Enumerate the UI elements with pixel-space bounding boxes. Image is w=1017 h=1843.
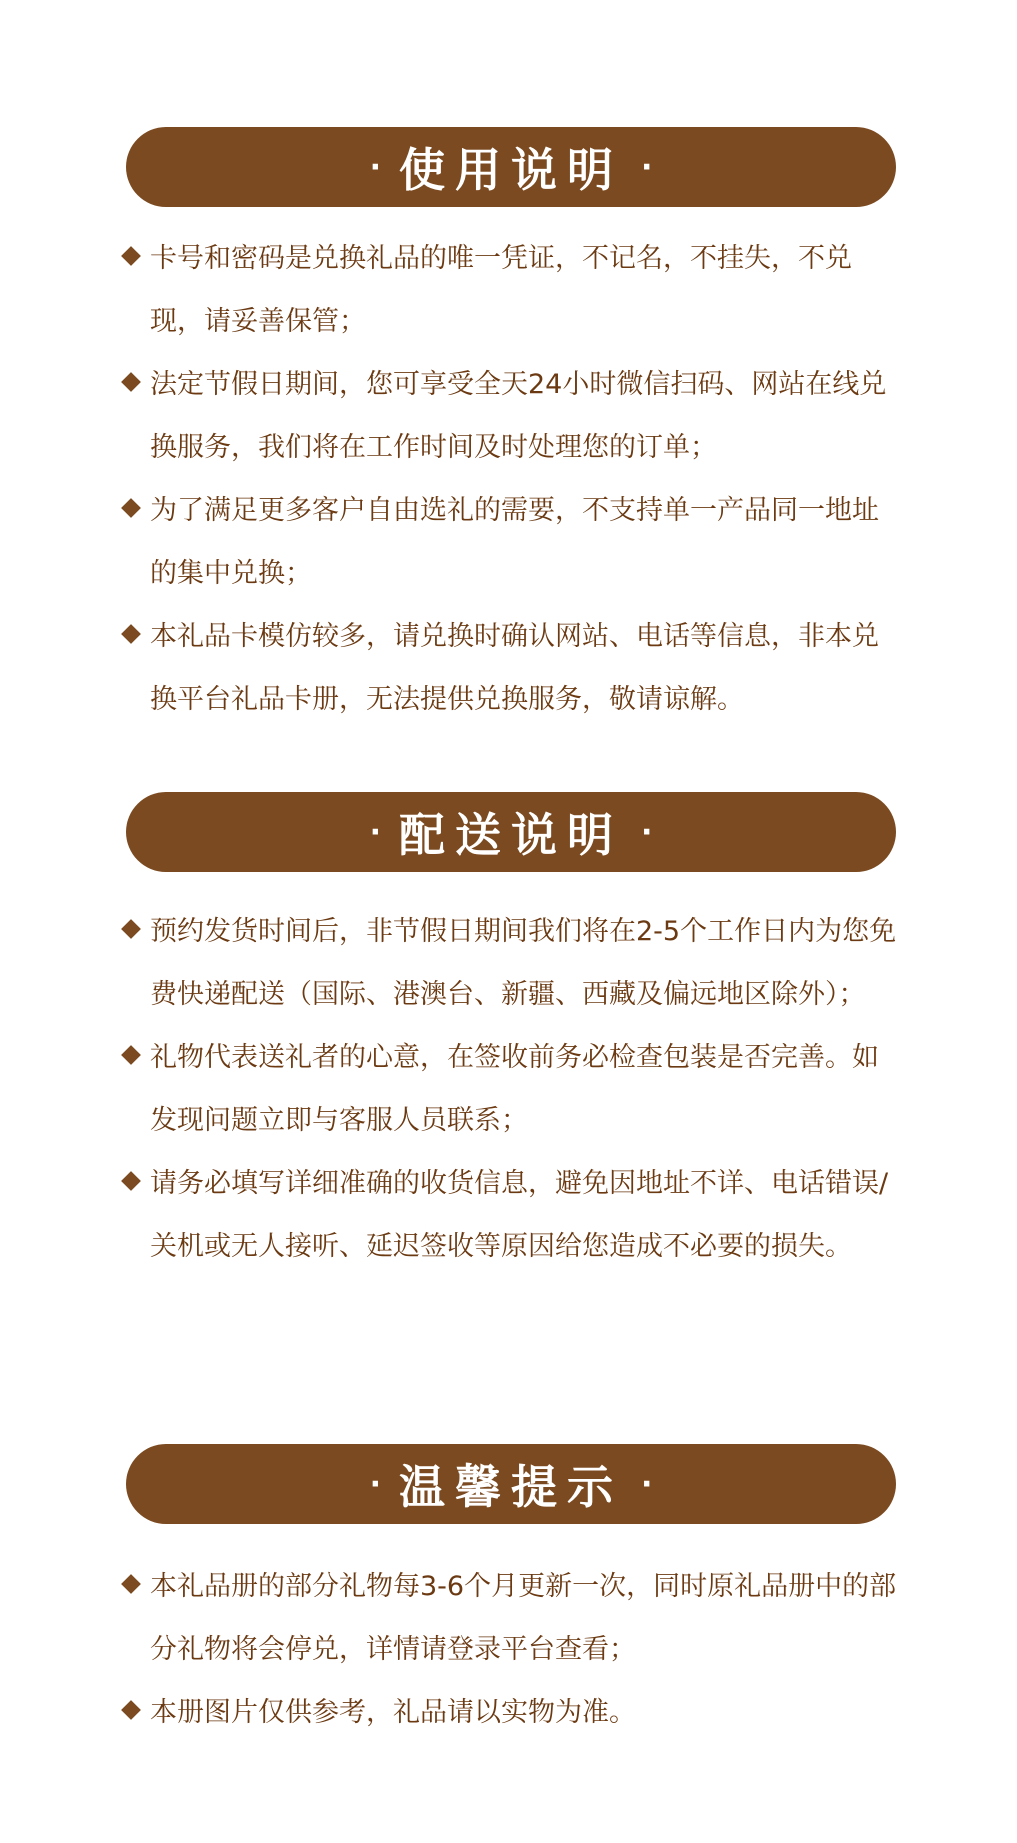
diamond-bullet-icon xyxy=(121,498,141,518)
usage-list xyxy=(124,227,904,731)
tips-list xyxy=(124,1555,904,1744)
diamond-bullet-icon xyxy=(121,1574,141,1594)
diamond-bullet-icon xyxy=(121,624,141,644)
delivery-list xyxy=(124,900,904,1278)
separator-dot: · xyxy=(369,149,381,185)
list-item xyxy=(124,1681,904,1744)
item-text: 礼物代表送礼者的心意，在签收前务必检查包装是否完善。如发现问题立即与客服人员联系； xyxy=(150,1042,879,1136)
section-header-tips xyxy=(126,1444,896,1524)
item-text: 卡号和密码是兑换礼品的唯一凭证，不记名，不挂失，不兑现，请妥善保管； xyxy=(150,243,852,337)
section-title-tips: 温馨提示 xyxy=(399,1460,623,1514)
diamond-bullet-icon xyxy=(121,1045,141,1065)
list-item xyxy=(124,1026,904,1152)
section-title-delivery: 配送说明 xyxy=(399,808,623,862)
item-text: 预约发货时间后，非节假日期间我们将在2-5个工作日内为您免费快递配送（国际、港澳台、新疆、西藏及偏远地区除外）； xyxy=(150,916,897,1010)
section-title-usage: 使用说明 xyxy=(399,143,623,197)
item-text: 本礼品册的部分礼物每3-6个月更新一次，同时原礼品册中的部分礼物将会停兑，详情请登录平台查看； xyxy=(150,1571,897,1665)
diamond-bullet-icon xyxy=(121,1700,141,1720)
list-item xyxy=(124,227,904,353)
item-text: 本礼品卡模仿较多，请兑换时确认网站、电话等信息，非本兑换平台礼品卡册，无法提供兑换服务，敬请谅解。 xyxy=(150,621,879,715)
list-item xyxy=(124,1152,904,1278)
list-item xyxy=(124,353,904,479)
item-text: 法定节假日期间，您可享受全天24小时微信扫码、网站在线兑换服务，我们将在工作时间及时处理您的订单； xyxy=(150,369,887,463)
item-text: 请务必填写详细准确的收货信息，避免因地址不详、电话错误/关机或无人接听、延迟签收等原因给您造成不必要的损失。 xyxy=(150,1168,889,1262)
list-item xyxy=(124,605,904,731)
item-text: 为了满足更多客户自由选礼的需要，不支持单一产品同一地址的集中兑换； xyxy=(150,495,879,589)
diamond-bullet-icon xyxy=(121,372,141,392)
diamond-bullet-icon xyxy=(121,1171,141,1191)
list-item xyxy=(124,1555,904,1681)
item-text: 本册图片仅供参考，礼品请以实物为准。 xyxy=(150,1697,636,1728)
diamond-bullet-icon xyxy=(121,246,141,266)
separator-dot: · xyxy=(641,1466,653,1502)
list-item xyxy=(124,479,904,605)
list-item xyxy=(124,900,904,1026)
separator-dot: · xyxy=(641,814,653,850)
section-header-delivery xyxy=(126,792,896,872)
separator-dot: · xyxy=(369,1466,381,1502)
diamond-bullet-icon xyxy=(121,919,141,939)
separator-dot: · xyxy=(641,149,653,185)
separator-dot: · xyxy=(369,814,381,850)
section-header-usage xyxy=(126,127,896,207)
